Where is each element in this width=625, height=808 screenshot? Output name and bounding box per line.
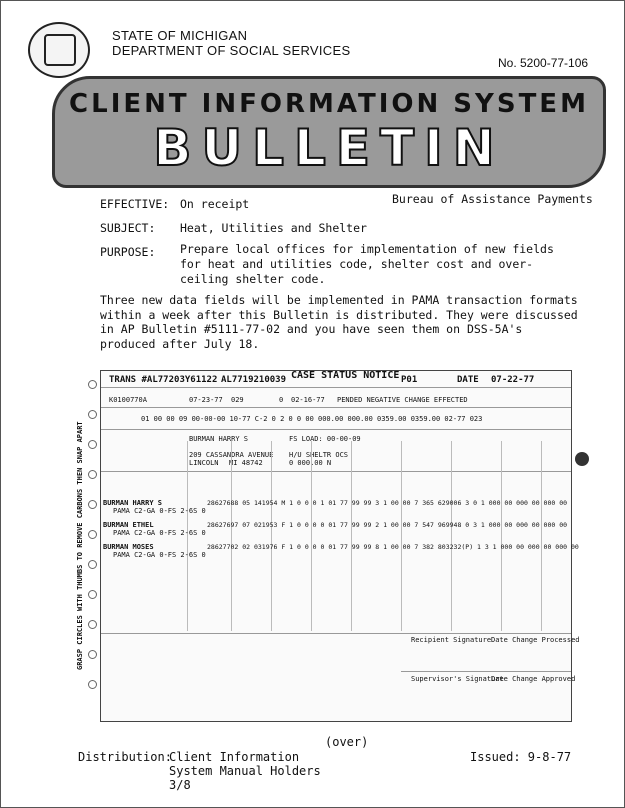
body-paragraph: Three new data fields will be implemented in PAMA transaction formats within a week after this Bulletin is distributed. They were discussed in AP Bulletin #5111-77-02 and you have seen them on DSS-5A's produced after July 18. [100,293,578,351]
form-date-label: DATE [457,375,479,385]
effective-value: On receipt [180,197,250,211]
person-program: PAMA C2-GA 0-FS 2-6S 0 [113,551,206,559]
form-side-text: GRASP CIRCLES WITH THUMBS TO REMOVE CARBONS THEN SNAP APART [76,421,84,670]
person-name: BURMAN HARRY S [103,499,163,507]
supervisor-signature-label: Supervisor's Signature [411,675,504,683]
form-case-no: K0100770A [109,396,147,404]
state-name: STATE OF MICHIGAN [112,28,248,43]
form-fs-load: FS LOAD: 00-00-09 [289,435,361,443]
form-code1: 029 [231,396,244,404]
punch-circle-icon [575,452,589,466]
person-data: 28627702 02 031976 F 1 0 0 0 0 01 77 99 99 8 1 00 00 7 382 803232(P) 1 3 1 000 00 000 00 000 00 [207,543,579,551]
form-state-zip: MI 48742 [229,459,263,467]
form-code2: 0 [279,396,284,404]
bureau-name: Bureau of Assistance Payments [392,192,593,206]
issued-date: Issued: 9-8-77 [470,750,572,764]
subject-value: Heat, Utilities and Shelter [180,221,367,235]
over-note: (over) [325,735,369,749]
purpose-label: PURPOSE: [100,245,156,259]
distribution-line2: System Manual Holders [169,764,321,778]
form-date2: 02-16-77 [291,396,325,404]
distribution-line1: Client Information [169,750,300,764]
recipient-signature-label: Recipient Signature [411,636,492,644]
tractor-holes [88,380,98,710]
bulletin-banner [52,76,606,188]
form-id: AL7719210039 [221,375,287,385]
effective-label: EFFECTIVE: [100,197,170,211]
person-name: BURMAN MOSES [103,543,154,551]
banner-subtitle: BULLETIN [153,119,505,177]
distribution-label: Distribution: [78,750,172,764]
form-address: 209 CASSANDRA AVENUE [189,451,274,459]
case-status-notice-form [100,370,580,722]
form-trans: TRANS #AL77203Y61122 [109,375,218,385]
banner-title: CLIENT INFORMATION SYSTEM [69,89,589,119]
form-shelter-vals: 0 000.00 N [289,459,332,467]
person-name: BURMAN ETHEL [103,521,154,529]
form-row2: 01 00 00 09 00-00-00 10-77 C-2 0 2 0 0 00 000.00 000.00 0359.00 0359.00 02-77 023 [141,415,483,423]
michigan-seal-icon [28,22,90,78]
person-data: 28627697 07 021953 F 1 0 0 0 0 01 77 99 99 2 1 00 00 7 547 969948 0 3 1 000 00 000 00 000 00 [207,521,568,529]
form-client-name: BURMAN HARRY S [189,435,249,443]
date-approved-label: Date Change Approved [491,675,576,683]
purpose-value: Prepare local offices for implementation of new fields for heat and utilities code, shelter cost and over-ceiling shelter code. [180,242,554,286]
department-name: DEPARTMENT OF SOCIAL SERVICES [112,43,351,58]
form-office: P01 [401,375,418,385]
date-processed-label: Date Change Processed [491,636,580,644]
form-title: CASE STATUS NOTICE [291,370,400,381]
person-data: 28627688 05 141954 M 1 0 0 0 1 01 77 99 99 3 1 00 00 7 365 629006 3 0 1 000 00 000 00 000 00 [207,499,568,507]
document-number: No. 5200-77-106 [498,56,589,70]
person-program: PAMA C2-GA 0-FS 2-6S 0 [113,507,206,515]
subject-label: SUBJECT: [100,221,156,235]
person-program: PAMA C2-GA 0-FS 2-6S 0 [113,529,206,537]
distribution-line3: 3/8 [169,778,191,792]
form-city: LINCOLN [189,459,219,467]
form-date1: 07-23-77 [189,396,223,404]
form-date: 07-22-77 [491,375,535,385]
form-shelter: H/U SHELTR OCS [289,451,349,459]
form-status: PENDED NEGATIVE CHANGE EFFECTED [337,396,468,404]
